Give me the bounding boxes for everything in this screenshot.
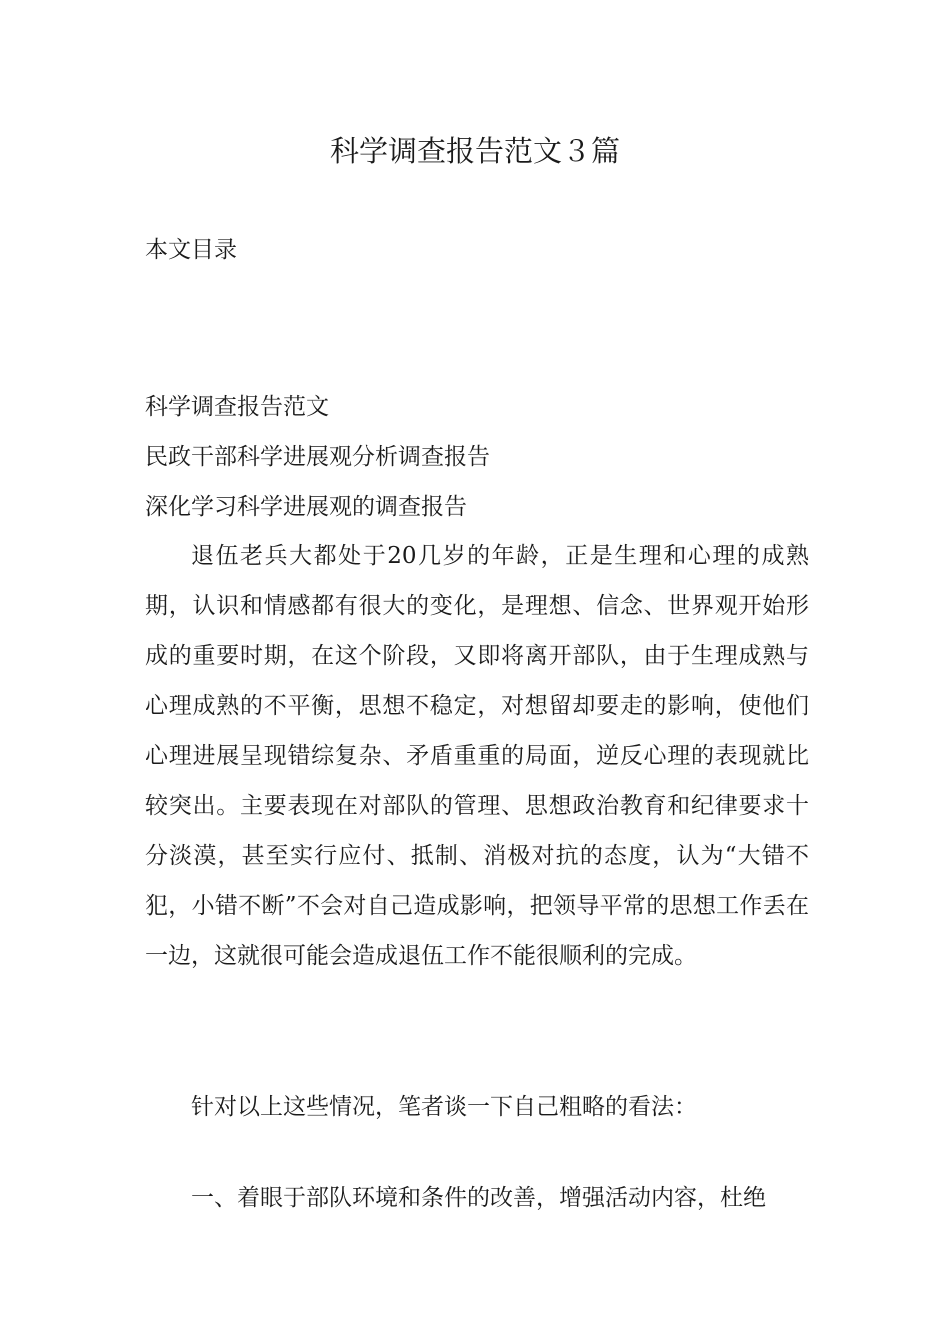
document-title: 科学调查报告范文３篇 [329, 134, 620, 168]
toc-heading: 本文目录 [145, 237, 237, 263]
toc-item: 深化学习科学进展观的调查报告 [145, 494, 467, 520]
toc-list [145, 382, 490, 532]
toc-item: 科学调查报告范文 [145, 394, 329, 420]
body-paragraph: 针对以上这些情况，笔者谈一下自己粗略的看法： [191, 1094, 697, 1120]
body-paragraph: 退伍老兵大都处于20几岁的年龄，正是生理和心理的成熟期，认识和情感都有很大的变化，是理想、信念、世界观开始形成的重要时期，在这个阶段，又即将离开部队，由于生理成熟与心理成熟的不平衡，思想不稳定，对想留却要走的影响，使他们心理进展呈现错综复杂、矛盾重重的局面，逆反心理的表现就比较突出。主要表现在对部队的管理、思想政治教育和纪律要求十分淡漠，甚至实行应付、抵制、消极对抗的态度，认为“大错不犯，小错不断”不会对自己造成影响，把领导平常的思想工作丢在一边，这就很可能会造成退伍工作不能很顺利的完成。 [145, 543, 809, 969]
body-paragraph: 一、着眼于部队环境和条件的改善，增强活动内容，杜绝 [191, 1185, 766, 1211]
toc-item: 民政干部科学进展观分析调查报告 [145, 444, 490, 470]
